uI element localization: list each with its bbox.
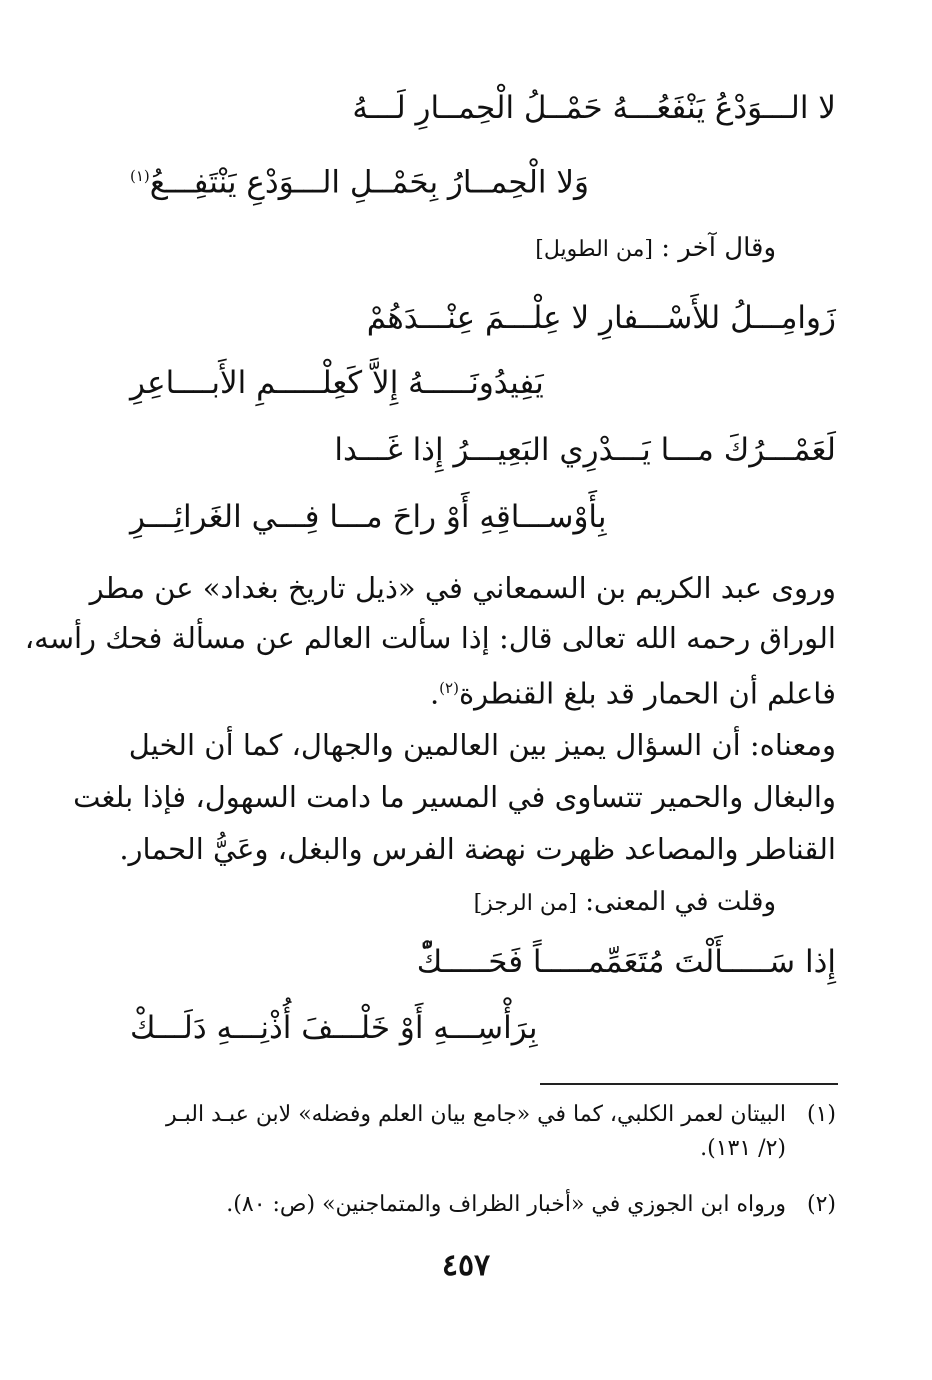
footnote-1-number: (١)	[806, 1102, 836, 1127]
poem3-line1: إِذا سَـــــأَلْتَ مُتَعَمِّمـــــاً فَحَـــــكّْ	[416, 944, 836, 980]
poem3-line2: بِرَأْسِـــهِ أَوْ خَلْـــفَ أُذْنِـــهِ دَلَـــكْ	[130, 1010, 538, 1046]
intro2	[474, 884, 776, 922]
poem1-line1: لا الـــوَدْعُ يَنْفَعُـــهُ حَمْــلُ الْحِمــارِ لَـــهُ	[352, 90, 836, 126]
footnote-1	[131, 1098, 836, 1166]
meter-label-tawil: [من الطويل]	[535, 237, 653, 262]
footnote-1-line2	[131, 1132, 836, 1166]
para2-line1: ومعناه: أن السؤال يميز بين العالمين والجهال، كما أن الخيل	[128, 728, 836, 762]
footnote-separator	[540, 1083, 838, 1085]
footnote-2	[131, 1188, 836, 1222]
footnote-1-line1	[131, 1098, 836, 1132]
poem2-line3: لَعَمْـــرُكَ مـــا يَـــدْرِي البَعِيـــرُ إِذا غَـــدا	[334, 432, 836, 468]
poem1-line2-text: وَلا الْحِمــارُ بِحَمْــلِ الـــوَدْعِ يَنْتَفِـــعُ	[149, 164, 590, 201]
footnote-1-citation: (٢/ ١٣١).	[700, 1136, 786, 1161]
para1-line3	[131, 668, 836, 714]
poem2-line1: زَوامِـــلُ للأَسْـــفارِ لا عِلْـــمَ عِنْـــدَهُمْ	[366, 300, 836, 336]
poem1-line2	[130, 156, 589, 202]
para1-line1: وروى عبد الكريم بن السمعاني في «ذيل تاريخ بغداد» عن مطر	[89, 571, 836, 605]
footnote-2-line1	[131, 1188, 836, 1222]
para1-line2: الوراق رحمه الله تعالى قال: إذا سألت العالم عن مسألة فحك رأسه،	[24, 621, 836, 655]
para2-line3: القناطر والمصاعد ظهرت نهضة الفرس والبغل، وعَيُّ الحمار.	[119, 832, 836, 866]
intro1-text: وقال آخر :	[661, 233, 776, 263]
poem2-line2: يَفِيدُونَـــــهُ إِلاَّ كَعِلْـــــمِ الأَبــــاعِرِ	[130, 365, 544, 401]
meter-label-rajaz: [من الرجز]	[473, 891, 577, 916]
footnote-2-text: ورواه ابن الجوزي في «أخبار الظراف والمتماجنين» (ص: ٨٠).	[226, 1192, 786, 1217]
footnote-2-number: (٢)	[806, 1192, 836, 1217]
para1-line3-end: .	[429, 676, 440, 711]
para2-line2: والبغال والحمير تتساوى في المسير ما دامت السهول، فإذا بلغت	[73, 780, 836, 814]
footnote-ref-1: (١)	[130, 167, 150, 185]
footnote-ref-2: (٢)	[439, 679, 459, 697]
intro1	[535, 230, 776, 268]
page-number: ٤٥٧	[441, 1248, 491, 1283]
poem2-line4: بِأَوْســـاقِهِ أَوْ راحَ مـــا فِـــي الغَرائِـــرِ	[130, 499, 607, 535]
para1-line3-text: فاعلم أن الحمار قد بلغ القنطرة	[458, 676, 836, 711]
footnote-1-text: البيتان لعمر الكلبي، كما في «جامع بيان العلم وفضله» لابن عبـد البـر	[166, 1102, 786, 1127]
intro2-text: وقلت في المعنى:	[585, 887, 776, 917]
